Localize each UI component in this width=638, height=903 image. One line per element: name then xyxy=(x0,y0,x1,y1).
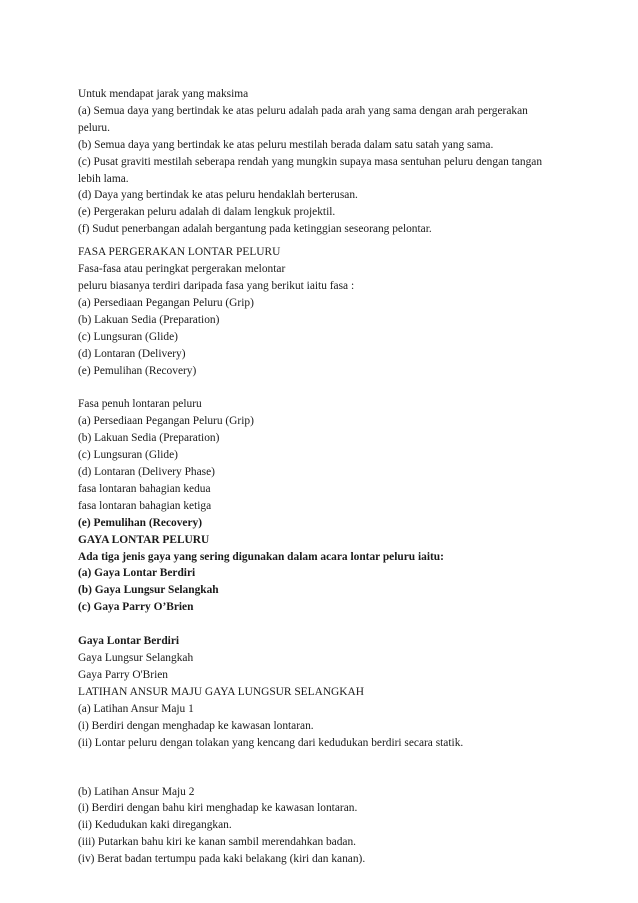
intro-heading: Untuk mendapat jarak yang maksima xyxy=(78,88,249,100)
latihan-part2-item: (i) Berdiri dengan bahu kiri menghadap ke kawasan lontaran. xyxy=(78,802,358,815)
latihan-part2-item: (iii) Putarkan bahu kiri ke kanan sambil merendahkan badan. xyxy=(78,836,357,849)
intro-item-b: (b) Semua daya yang bertindak ke atas peluru mestilah berada dalam satu satah yang sama. xyxy=(78,138,494,151)
penuh-item: (c) Lungsuran (Glide) xyxy=(78,449,178,462)
gaya-list-item: Gaya Lungsur Selangkah xyxy=(78,652,194,665)
latihan-heading: LATIHAN ANSUR MAJU GAYA LUNGSUR SELANGKAH xyxy=(78,685,364,698)
intro-item-a-line1: (a) Semua daya yang bertindak ke atas peluru adalah pada arah yang sama dengan arah pergerakan xyxy=(78,104,528,117)
penuh-heading: Fasa penuh lontaran peluru xyxy=(78,398,202,411)
penuh-bold-item: (e) Pemulihan (Recovery) xyxy=(78,516,202,529)
intro-item-f: (f) Sudut penerbangan adalah bergantung pada ketinggian seseorang pelontar. xyxy=(78,223,432,236)
fasa-heading: FASA PERGERAKAN LONTAR PELURU xyxy=(78,246,281,259)
latihan-part1-item: (ii) Lontar peluru dengan tolakan yang kencang dari kedudukan berdiri secara statik. xyxy=(78,736,464,749)
gaya-item: (a) Gaya Lontar Berdiri xyxy=(78,567,196,580)
fasa-item: (e) Pemulihan (Recovery) xyxy=(78,364,197,377)
gaya-intro: Ada tiga jenis gaya yang sering digunakan dalam acara lontar peluru iaitu: xyxy=(78,550,444,563)
document-page xyxy=(78,86,578,868)
fasa-item: (b) Lakuan Sedia (Preparation) xyxy=(78,313,220,326)
penuh-item: fasa lontaran bahagian kedua xyxy=(78,482,211,495)
latihan-part2-item: (iv) Berat badan tertumpu pada kaki belakang (kiri dan kanan). xyxy=(78,853,366,866)
penuh-item: fasa lontaran bahagian ketiga xyxy=(78,499,212,512)
fasa-item: (c) Lungsuran (Glide) xyxy=(78,330,178,343)
latihan-part2-title: (b) Latihan Ansur Maju 2 xyxy=(78,785,195,798)
intro-item-c-line1: (c) Pusat graviti mestilah seberapa rendah yang mungkin supaya masa sentuhan peluru dengan tangan xyxy=(78,155,543,168)
fasa-item: (a) Persediaan Pegangan Peluru (Grip) xyxy=(78,296,254,309)
intro-item-e: (e) Pergerakan peluru adalah di dalam lengkuk projektil. xyxy=(78,206,336,219)
penuh-item: (b) Lakuan Sedia (Preparation) xyxy=(78,432,220,445)
gaya-list-heading: Gaya Lontar Berdiri xyxy=(78,635,180,648)
latihan-part1-title: (a) Latihan Ansur Maju 1 xyxy=(78,702,194,715)
gaya-item: (b) Gaya Lungsur Selangkah xyxy=(78,584,219,597)
fasa-intro-2: peluru biasanya terdiri daripada fasa yang berikut iaitu fasa : xyxy=(78,279,355,292)
intro-item-d: (d) Daya yang bertindak ke atas peluru hendaklah berterusan. xyxy=(78,189,358,202)
gaya-list-item: Gaya Parry O'Brien xyxy=(78,669,168,681)
penuh-item: (d) Lontaran (Delivery Phase) xyxy=(78,466,215,479)
intro-item-a-line2: peluru. xyxy=(78,121,110,134)
latihan-part2-item: (ii) Kedudukan kaki diregangkan. xyxy=(78,819,232,832)
penuh-item: (a) Persediaan Pegangan Peluru (Grip) xyxy=(78,415,254,428)
gaya-item: (c) Gaya Parry O’Brien xyxy=(78,601,194,614)
fasa-item: (d) Lontaran (Delivery) xyxy=(78,347,186,360)
fasa-intro-1: Fasa-fasa atau peringkat pergerakan melontar xyxy=(78,263,286,276)
latihan-part1-item: (i) Berdiri dengan menghadap ke kawasan lontaran. xyxy=(78,719,314,732)
intro-item-c-line2: lebih lama. xyxy=(78,172,129,185)
gaya-heading: GAYA LONTAR PELURU xyxy=(78,533,210,546)
